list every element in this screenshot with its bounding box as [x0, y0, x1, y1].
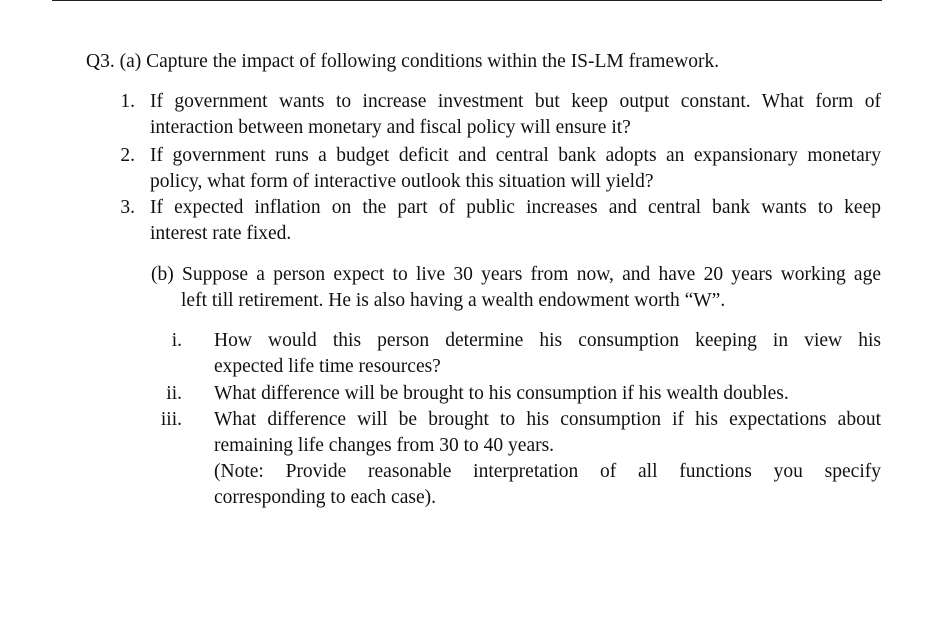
part-b-line: (b) Suppose a person expect to live 30 years from now, and have 20 years working age: [151, 264, 881, 285]
item-text: [150, 89, 881, 141]
item-note-line: (Note: Provide reasonable interpretation of all functions you specify: [214, 461, 881, 482]
item-number: 3.: [120, 197, 135, 218]
item-number: i.: [171, 330, 182, 351]
item-line: What difference will be brought to his consumption if his expectations about: [214, 409, 881, 430]
part-b-line: left till retirement. He is also having a wealth endowment worth “W”.: [181, 290, 726, 311]
item-number: ii.: [166, 383, 182, 404]
item-line: remaining life changes from 30 to 40 years.: [214, 435, 555, 456]
item-number: 2.: [120, 145, 135, 166]
item-line: How would this person determine his consumption keeping in view his: [214, 330, 881, 351]
item-line: interest rate fixed.: [150, 223, 292, 244]
item-line: If government wants to increase investment but keep output constant. What form of: [150, 91, 881, 112]
item-text: [150, 195, 881, 247]
question-heading: Q3. (a) Capture the impact of following conditions within the IS-LM framework.: [86, 51, 720, 72]
item-note-line: corresponding to each case).: [214, 487, 436, 508]
item-line: policy, what form of interactive outlook this situation will yield?: [150, 171, 654, 192]
item-line: interaction between monetary and fiscal policy will ensure it?: [150, 117, 631, 138]
item-text: [150, 143, 881, 195]
item-line: What difference will be brought to his consumption if his wealth doubles.: [214, 383, 789, 404]
item-number: 1.: [120, 91, 135, 112]
part-b-intro: [151, 262, 881, 314]
item-line: If government runs a budget deficit and central bank adopts an expansionary monetary: [150, 145, 881, 166]
item-line: If expected inflation on the part of public increases and central bank wants to keep: [150, 197, 881, 218]
item-line: expected life time resources?: [214, 356, 441, 377]
item-text: [214, 328, 881, 380]
item-text: [214, 407, 881, 511]
item-number: iii.: [160, 409, 182, 430]
item-text: [214, 381, 881, 407]
